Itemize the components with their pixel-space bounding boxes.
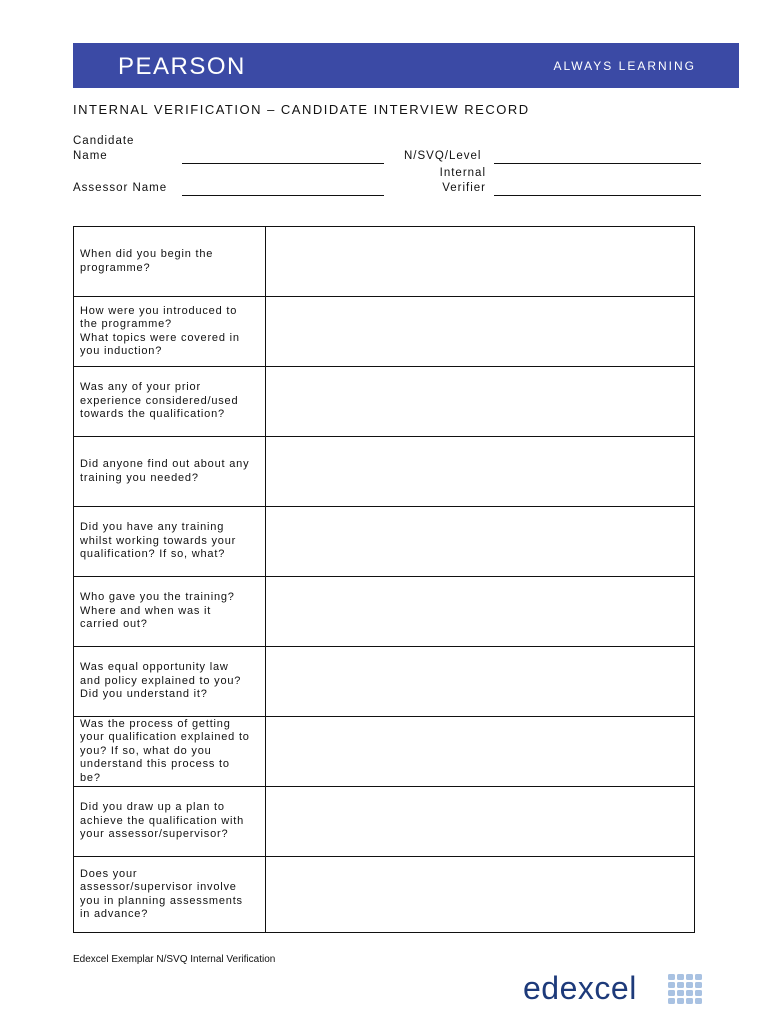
logo-dot <box>695 998 702 1004</box>
candidate-name-field[interactable] <box>182 163 384 164</box>
internal-verifier-field[interactable] <box>494 195 701 196</box>
assessor-name-label: Assessor Name <box>73 182 168 194</box>
logo-dot <box>686 990 693 996</box>
answer-cell[interactable] <box>266 367 695 437</box>
answer-cell[interactable] <box>266 717 695 787</box>
nsvq-level-label: N/SVQ/Level <box>404 150 482 162</box>
internal-verifier-label: Internal Verifier <box>439 167 486 194</box>
table-row <box>74 507 695 577</box>
table-row <box>74 437 695 507</box>
logo-dot <box>668 998 675 1004</box>
interview-table <box>73 226 695 933</box>
page-title: INTERNAL VERIFICATION – CANDIDATE INTERVIEW RECORD <box>73 102 530 117</box>
assessor-name-field[interactable] <box>182 195 384 196</box>
question-cell: Did anyone find out about any training you needed? <box>74 437 266 507</box>
logo-dot <box>677 982 684 988</box>
table-row <box>74 227 695 297</box>
answer-cell[interactable] <box>266 857 695 933</box>
question-cell: Was the process of getting your qualification explained to you? If so, what do you understand this process to be? <box>74 717 266 787</box>
answer-cell[interactable] <box>266 227 695 297</box>
question-cell: Was any of your prior experience considered/used towards the qualification? <box>74 367 266 437</box>
logo-dot <box>686 998 693 1004</box>
question-cell: How were you introduced to the programme? What topics were covered in you induction? <box>74 297 266 367</box>
question-cell: Was equal opportunity law and policy explained to you? Did you understand it? <box>74 647 266 717</box>
question-cell: Did you draw up a plan to achieve the qualification with your assessor/supervisor? <box>74 787 266 857</box>
logo-dot <box>668 982 675 988</box>
logo-dot <box>677 998 684 1004</box>
table-row <box>74 717 695 787</box>
table-row <box>74 367 695 437</box>
logo-dot <box>695 982 702 988</box>
answer-cell[interactable] <box>266 437 695 507</box>
edexcel-logo <box>523 968 708 1012</box>
table-row <box>74 647 695 717</box>
edexcel-dots-icon <box>668 974 704 1006</box>
logo-dot <box>695 990 702 996</box>
logo-dot <box>695 974 702 980</box>
logo-dot <box>677 974 684 980</box>
table-row <box>74 297 695 367</box>
question-cell: Did you have any training whilst working towards your qualification? If so, what? <box>74 507 266 577</box>
tagline: ALWAYS LEARNING <box>553 59 696 73</box>
question-cell: Who gave you the training? Where and when was it carried out? <box>74 577 266 647</box>
logo-dot <box>677 990 684 996</box>
pearson-logo: PEARSON <box>118 53 246 80</box>
footer-note: Edexcel Exemplar N/SVQ Internal Verification <box>73 954 276 965</box>
pearson-banner <box>73 43 739 88</box>
table-row <box>74 787 695 857</box>
question-cell: When did you begin the programme? <box>74 227 266 297</box>
logo-dot <box>686 974 693 980</box>
answer-cell[interactable] <box>266 787 695 857</box>
answer-cell[interactable] <box>266 647 695 717</box>
edexcel-wordmark: edexcel <box>523 970 637 1006</box>
table-row <box>74 857 695 933</box>
logo-dot <box>668 974 675 980</box>
candidate-name-label: Candidate Name <box>73 135 135 162</box>
nsvq-level-field[interactable] <box>494 163 701 164</box>
question-cell: Does your assessor/supervisor involve you in planning assessments in advance? <box>74 857 266 933</box>
logo-dot <box>668 990 675 996</box>
table-row <box>74 577 695 647</box>
logo-dot <box>686 982 693 988</box>
answer-cell[interactable] <box>266 297 695 367</box>
answer-cell[interactable] <box>266 507 695 577</box>
answer-cell[interactable] <box>266 577 695 647</box>
